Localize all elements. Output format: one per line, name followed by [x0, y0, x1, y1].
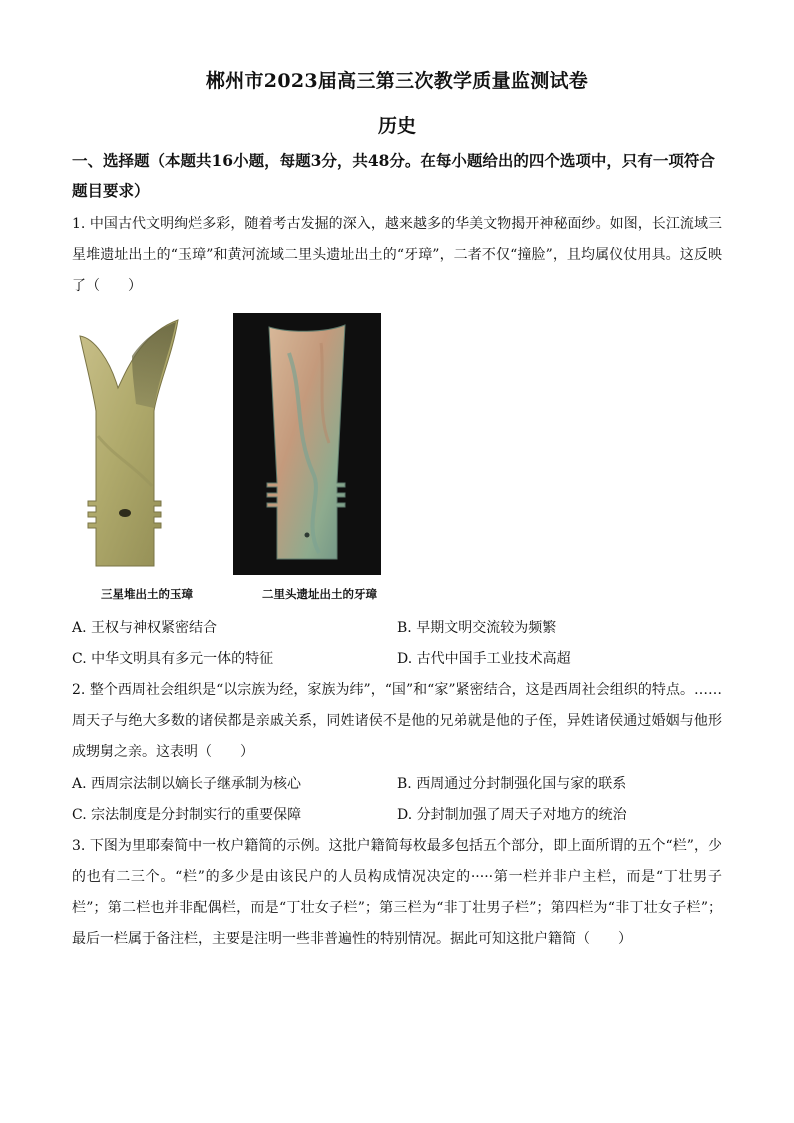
question-2-stem: 2. 整个西周社会组织是“以宗族为经，家族为纬”，“国”和“家”紧密结合，这是西周社会组织的特点。……周天子与绝大多数的诸侯都是亲戚关系，同姓诸侯不是他的兄弟就是他的子侄，异姓诸侯通过婚姻与他形成甥舅之亲。这表明（ ）	[72, 682, 722, 760]
exam-title: 郴州市2023届高三第三次教学质量监测试卷	[205, 70, 589, 92]
question-3-stem: 3. 下图为里耶秦简中一枚户籍简的示例。这批户籍简每枚最多包括五个部分，即上面所谓的五个“栏”，少的也有二三个。“栏”的多少是由该民户的人员构成情况决定的·····第一栏并非户主栏，而是“丁壮男子栏”；第二栏也并非配偶栏，而是“丁壮女子栏”；第三栏为“非丁壮男子栏”；第四栏为“非丁壮女子栏”；最后一栏属于备注栏，主要是注明一些非普遍性的特别情况。据此可知这批户籍简（ ）	[72, 838, 722, 947]
question-2-option-d[interactable]: D. 分封制加强了周天子对地方的统治	[397, 807, 627, 823]
question-1-option-c[interactable]: C. 中华文明具有多元一体的特征	[72, 651, 274, 667]
erlitou-ya-zhang-image	[233, 313, 381, 575]
section-heading: 一、选择题（本题共16小题，每题3分，共48分。在每小题给出的四个选项中，只有一项符合题目要求）	[72, 151, 715, 200]
exam-subject: 历史	[377, 115, 416, 137]
question-1-option-b[interactable]: B. 早期文明交流较为频繁	[397, 620, 557, 636]
question-2-option-a[interactable]: A. 西周宗法制以嫡长子继承制为核心	[72, 776, 302, 792]
question-1-option-a[interactable]: A. 王权与神权紧密结合	[72, 620, 218, 636]
figure-caption-ya-zhang: 二里头遗址出土的牙璋	[262, 587, 377, 601]
question-2-option-b[interactable]: B. 西周通过分封制强化国与家的联系	[397, 776, 627, 792]
question-2-option-c[interactable]: C. 宗法制度是分封制实行的重要保障	[72, 807, 302, 823]
sanxingdui-jade-zhang-image	[74, 316, 186, 572]
question-1-option-d[interactable]: D. 古代中国手工业技术高超	[397, 651, 571, 667]
figure-caption-jade-zhang: 三星堆出土的玉璋	[101, 587, 193, 601]
question-1-stem: 1. 中国古代文明绚烂多彩，随着考古发掘的深入，越来越多的华美文物揭开神秘面纱。如图，长江流域三星堆遗址出土的“玉璋”和黄河流域二里头遗址出土的“牙璋”，二者不仅“撞脸”，且均属仪仗用具。这反映了（ ）	[72, 216, 722, 294]
